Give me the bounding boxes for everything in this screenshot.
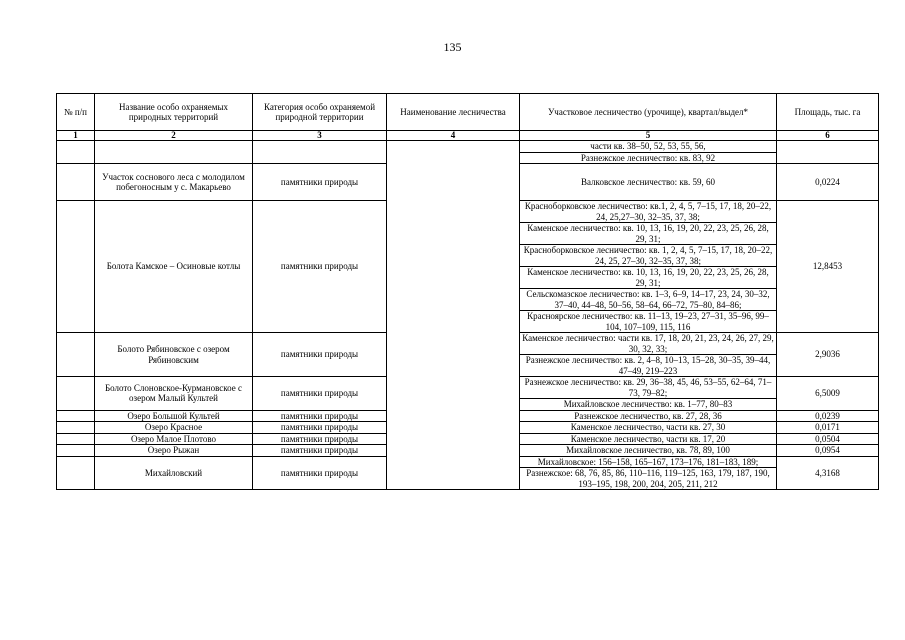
category-cell: памятники природы [253,333,387,377]
header-number: № п/п [57,94,95,131]
category-cell: памятники природы [253,201,387,333]
column-number: 4 [387,131,520,141]
row-number-cell [57,445,95,457]
area-cell: 0,0239 [777,410,879,422]
territory-name-cell: Озеро Рыжан [95,445,253,457]
column-number: 2 [95,131,253,141]
category-cell: памятники природы [253,456,387,490]
district-cell: Михайловское: 156–158, 165–167, 173–176, 181–183, 189; [520,456,777,468]
district-cell: Красноборковское лесничество: кв. 1, 2, 4, 5, 7–15, 17, 18, 20–22, 24, 25, 27–30, 32–35, 37, 38; [520,245,777,267]
territory-name-cell: Озеро Большой Культей [95,410,253,422]
district-cell: Каменское лесничество: части кв. 17, 18, 20, 21, 23, 24, 26, 27, 29, 30, 32, 33; [520,333,777,355]
area-cell: 0,0171 [777,422,879,434]
district-cell: Красноярское лесничество: кв. 11–13, 19–23, 27–31, 35–96, 99–104, 107–109, 115, 116 [520,311,777,333]
protected-areas-table [56,93,879,490]
area-cell: 0,0224 [777,164,879,201]
area-cell: 0,0504 [777,433,879,445]
territory-name-cell: Болото Рябиновское с озером Рябиновским [95,333,253,377]
category-cell: памятники природы [253,164,387,201]
district-cell: Разнежское лесничество: кв. 29, 36–38, 45, 46, 53–55, 62–64, 71–73, 79–82; [520,377,777,399]
category-cell: памятники природы [253,422,387,434]
territory-name-cell: Болото Слоновское-Курмановское с озером Малый Культей [95,377,253,411]
header-category: Категория особо охраняемой природной территории [253,94,387,131]
area-cell [777,141,879,164]
district-cell: Каменское лесничество, части кв. 27, 30 [520,422,777,434]
row-number-cell [57,377,95,411]
territory-name-cell: Озеро Малое Плотово [95,433,253,445]
column-number: 1 [57,131,95,141]
header-forestry: Наименование лесничества [387,94,520,131]
row-number-cell [57,456,95,490]
column-number: 5 [520,131,777,141]
district-cell: Каменское лесничество: кв. 10, 13, 16, 19, 20, 22, 23, 25, 26, 28, 29, 31; [520,223,777,245]
territory-name-cell: Озеро Красное [95,422,253,434]
category-cell [253,141,387,164]
row-number-cell [57,164,95,201]
row-number-cell [57,333,95,377]
district-cell: Михайловское лесничество: кв. 1–77, 80–83 [520,399,777,411]
forestry-cell [387,141,520,490]
category-cell: памятники природы [253,433,387,445]
row-number-cell [57,201,95,333]
district-cell: Разнежское лесничество: кв. 2, 4–8, 10–13, 15–28, 30–35, 39–44, 47–49, 219–223 [520,355,777,377]
table-row [57,141,879,153]
district-cell: Сельскомазское лесничество: кв. 1–3, 6–9, 14–17, 23, 24, 30–32, 37–40, 44–48, 50–56, 58–64, 66–72, 75–80, 84–86; [520,289,777,311]
district-cell: Красноборковское лесничество: кв.1, 2, 4, 5, 7–15, 17, 18, 20–22, 24, 25,27–30, 32–35, 37, 38; [520,201,777,223]
area-cell: 12,8453 [777,201,879,333]
territory-name-cell: Болота Камское – Осиновые котлы [95,201,253,333]
column-number: 6 [777,131,879,141]
area-cell: 6,5009 [777,377,879,411]
row-number-cell [57,410,95,422]
district-cell: Михайловское лесничество, кв. 78, 89, 100 [520,445,777,457]
district-cell: Каменское лесничество: кв. 10, 13, 16, 19, 20, 22, 23, 25, 26, 28, 29, 31; [520,267,777,289]
area-cell: 2,9036 [777,333,879,377]
category-cell: памятники природы [253,377,387,411]
district-cell: Разнежское лесничество: кв. 83, 92 [520,152,777,164]
district-cell: части кв. 38–50, 52, 53, 55, 56, [520,141,777,153]
area-cell: 4,3168 [777,456,879,490]
territory-name-cell: Михайловский [95,456,253,490]
row-number-cell [57,141,95,164]
column-number-row [57,131,879,141]
table-header-row [57,94,879,131]
header-area: Площадь, тыс. га [777,94,879,131]
territory-name-cell: Участок соснового леса с молодилом побегоносным у с. Макарьево [95,164,253,201]
header-district: Участковое лесничество (урочище), квартал/выдел* [520,94,777,131]
district-cell: Валковское лесничество: кв. 59, 60 [520,164,777,201]
column-number: 3 [253,131,387,141]
area-cell: 0,0954 [777,445,879,457]
row-number-cell [57,433,95,445]
territory-name-cell [95,141,253,164]
district-cell: Каменское лесничество, части кв. 17, 20 [520,433,777,445]
header-name: Название особо охраняемых природных территорий [95,94,253,131]
page-number: 135 [443,40,462,54]
category-cell: памятники природы [253,410,387,422]
row-number-cell [57,422,95,434]
category-cell: памятники природы [253,445,387,457]
district-cell: Разнежское: 68, 76, 85, 86, 110–116, 119–125, 163, 179, 187, 190, 193–195, 198, 200, 204, 205, 211, 212 [520,468,777,490]
district-cell: Разнежское лесничество, кв. 27, 28, 36 [520,410,777,422]
